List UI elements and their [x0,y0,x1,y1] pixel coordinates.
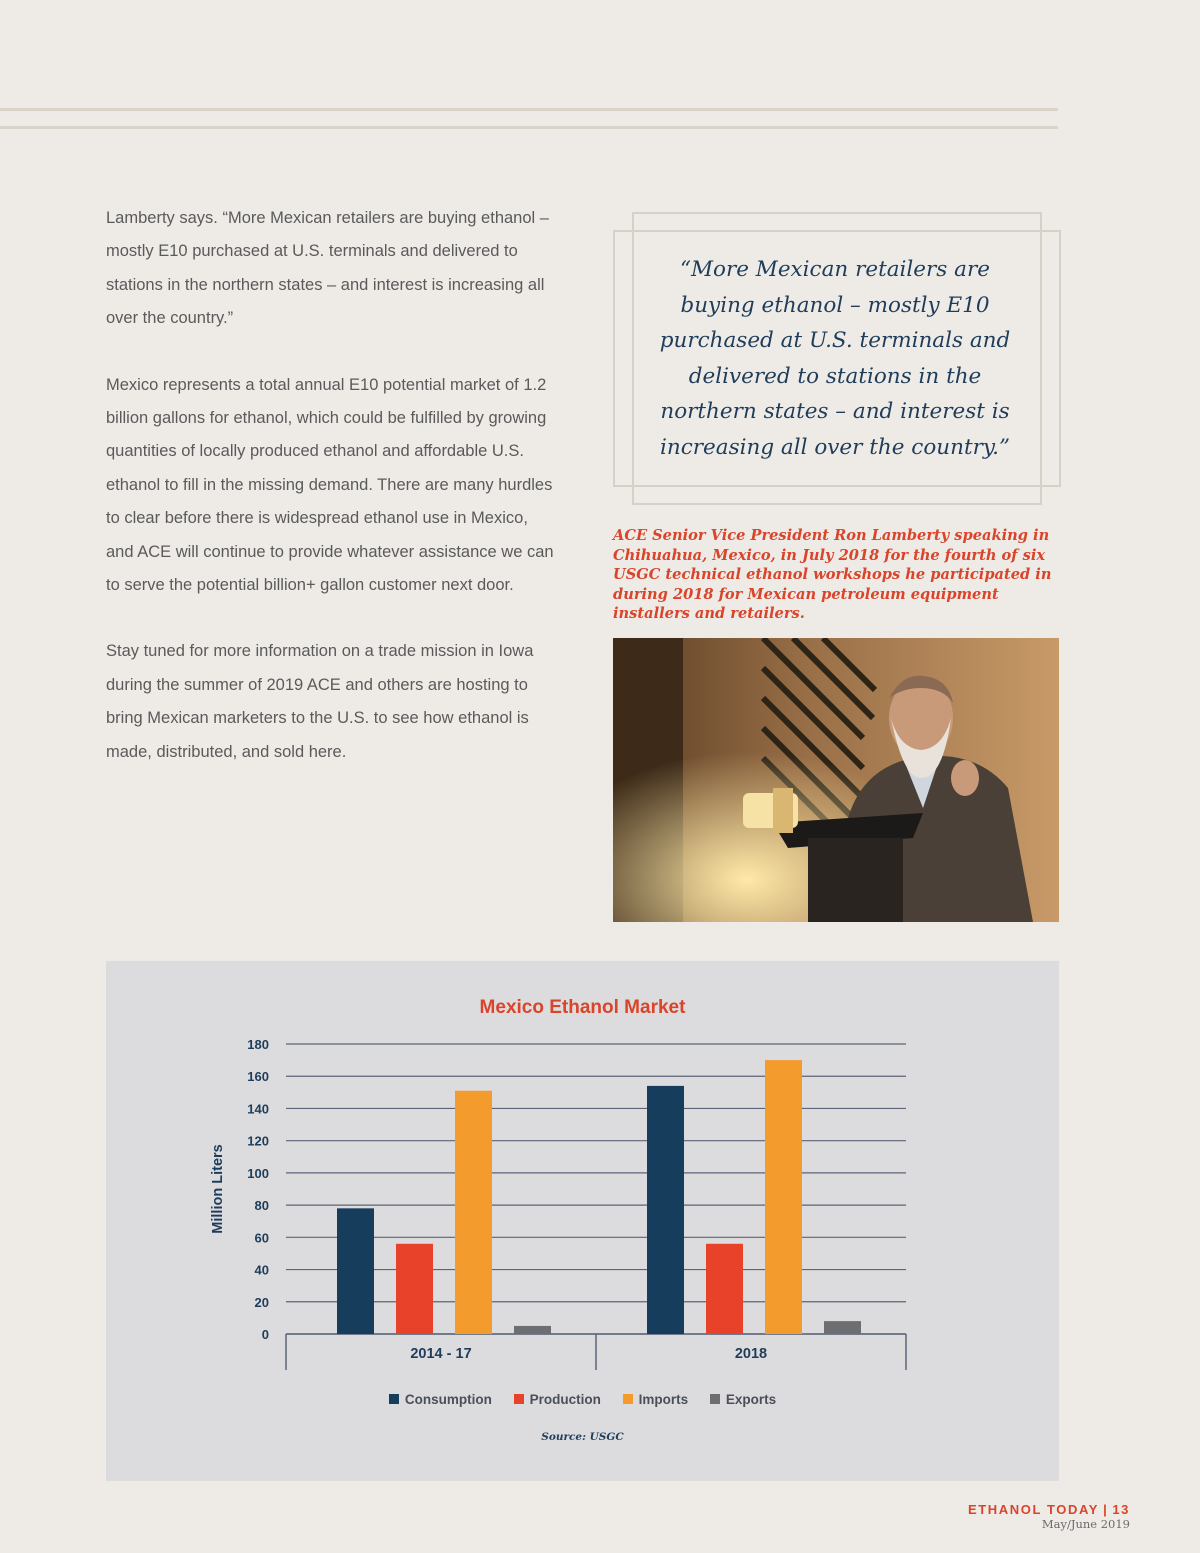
article-body [106,202,556,802]
y-tick-label: 160 [247,1069,269,1085]
chart-legend [106,1392,1059,1407]
article-paragraph: Stay tuned for more information on a trade mission in Iowa during the summer of 2019 ACE and others are hosting to bring Mexican marketers to the U.S. to see how ethanol is made, distributed, and sold here. [106,642,534,761]
y-axis-label: Million Liters [210,1144,226,1234]
bar-imports-1 [765,1060,802,1334]
legend-item-imports [623,1392,689,1407]
legend-swatch [389,1394,399,1404]
bar-exports-0 [514,1326,551,1334]
y-tick-label: 120 [247,1133,269,1149]
y-tick-label: 20 [254,1294,269,1310]
x-category-label: 2014 - 17 [410,1346,472,1362]
page-number: 13 [1112,1502,1130,1517]
speaker-photo-illustration [613,638,1059,922]
photo-caption: ACE Senior Vice President Ron Lamberty speaking in Chihuahua, Mexico, in July 2018 for the fourth of six USGC technical ethanol workshops he participated in during 2018 for Mexican petroleum equipment installers and retailers. [613,527,1052,623]
bar-exports-1 [824,1321,861,1334]
legend-swatch [514,1394,524,1404]
y-tick-label: 180 [247,1037,269,1052]
chart-panel [106,961,1059,1481]
chart-title: Mexico Ethanol Market [479,997,686,1018]
header-rule-top [0,108,1058,111]
y-tick-label: 80 [254,1198,269,1214]
pull-quote: “More Mexican retailers are buying ethanol – mostly E10 purchased at U.S. terminals and delivered to stations in the northern states – and interest is increasing all over the country.” [659,257,1011,460]
y-tick-label: 140 [247,1101,269,1117]
y-tick-label: 0 [261,1327,269,1342]
chart-source: Source: USGC [541,1431,624,1443]
legend-item-exports [710,1392,776,1407]
legend-item-consumption [389,1392,492,1407]
legend-label: Imports [638,1392,689,1407]
y-tick-label: 40 [254,1262,269,1278]
legend-item-production [514,1392,601,1407]
legend-swatch [710,1394,720,1404]
legend-label: Production [529,1392,601,1407]
legend-label: Consumption [404,1392,492,1407]
y-tick-label: 100 [247,1165,269,1181]
article-paragraph: Mexico represents a total annual E10 potential market of 1.2 billion gallons for ethanol, which could be fulfilled by growing quantities of locally produced ethanol and affordable U.S. ethanol to fill in the missing demand. There are many hurdles to clear before there is widespread ethanol use in Mexico, and ACE will continue to provide whatever assistance we can to serve the potential billion+ gallon customer next door. [106,375,554,595]
magazine-name: ETHANOL TODAY [968,1502,1100,1517]
bar-imports-0 [455,1091,492,1334]
bar-consumption-0 [337,1208,374,1334]
bar-production-0 [396,1244,433,1334]
bar-production-1 [706,1244,743,1334]
issue-date: May/June 2019 [1041,1517,1130,1531]
legend-swatch [623,1394,633,1404]
header-rule-bottom [0,126,1058,129]
legend-label: Exports [725,1392,777,1407]
speaker-photo [613,638,1059,922]
page-footer: ETHANOL TODAY | 13 May/June 2019 [968,1502,1130,1531]
y-tick-label: 60 [254,1230,269,1246]
bar-consumption-1 [647,1086,684,1334]
article-paragraph: Lamberty says. “More Mexican retailers are buying ethanol – mostly E10 purchased at U.S. terminals and delivered to stations in the northern states – and interest is increasing all over the country.” [106,209,549,328]
x-category-label: 2018 [734,1346,768,1362]
